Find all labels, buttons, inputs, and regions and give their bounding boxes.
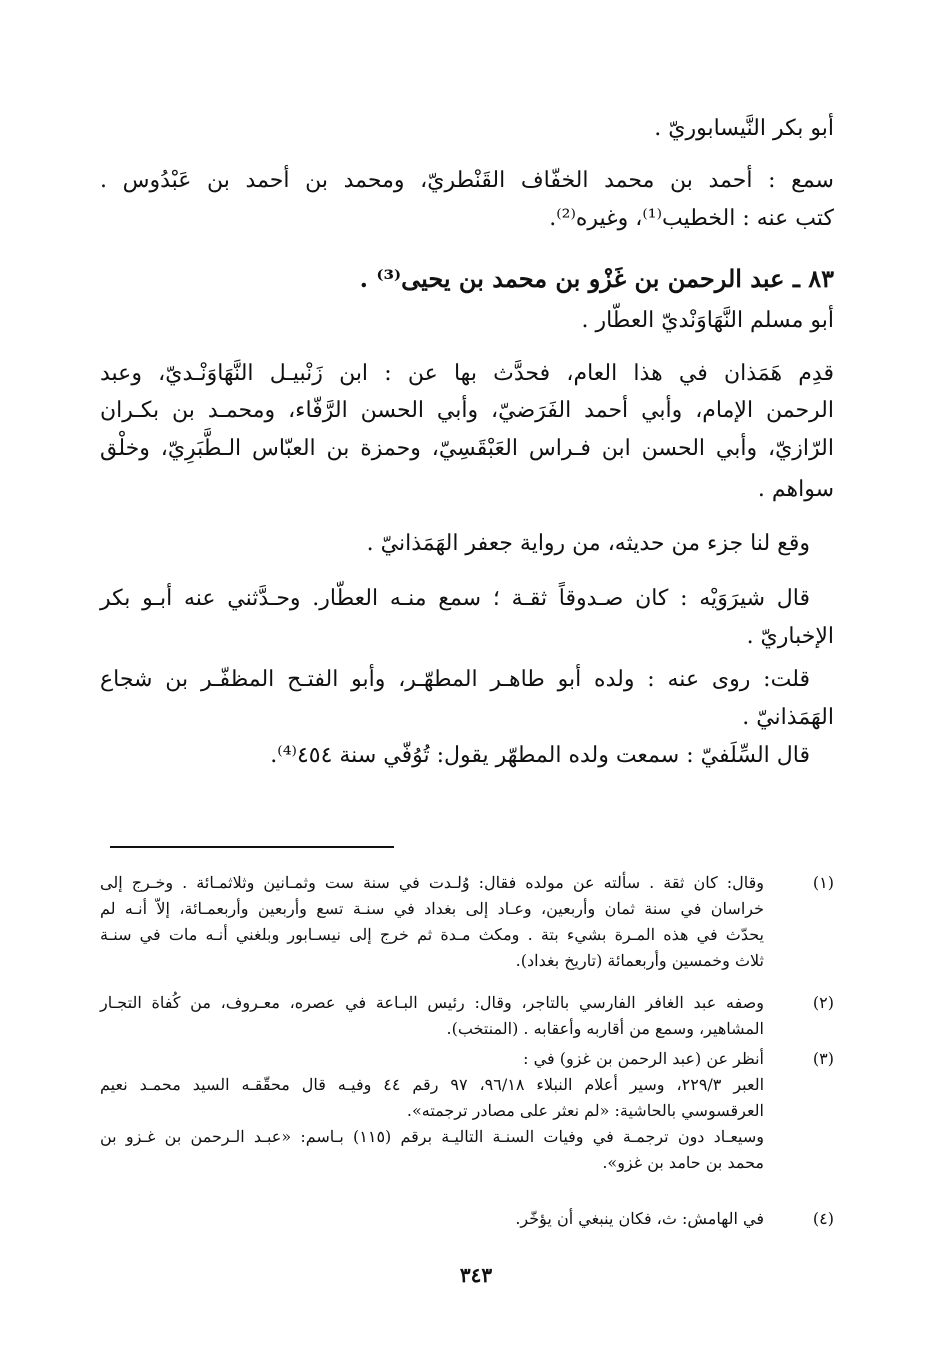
footnote-number: (٤) <box>812 1209 834 1228</box>
text-line-1: أبو بكر النَّيسابوريّ . <box>654 116 834 141</box>
text-line-15: قال السِّلَفيّ : سمعت ولده المطهّر يقول: تُوُفّي سنة ٤٥٤⁽⁴⁾. <box>270 743 810 768</box>
footnote-line: المشاهير، وسمع من أقاربه وأعقابه . (المنتخب). <box>446 1019 764 1038</box>
footnote-line: في الهامش: ث، فكان ينبغي أن يؤخّر. <box>515 1209 764 1228</box>
text-line-6: قدِم هَمَذان في هذا العام، فحدَّث بها عن : ابن زَنْبيـل النَّهَاوَنْـديّ، وعبد <box>100 361 834 386</box>
text-line-11: قال شيرَوَيْه : كان صـدوقاً ثقـة ؛ سمع منـه العطّار. وحـدَّثني عنه أبـو بكر <box>100 586 810 611</box>
footnote-number: (٣) <box>812 1049 834 1068</box>
footnote-1 <box>100 870 834 974</box>
footnote-separator <box>110 846 394 848</box>
text-line-10: وقع لنا جزء من حديثه، من رواية جعفر الهَمَذانيّ . <box>366 531 810 556</box>
footnote-line: العرقسوسي بالحاشية: «لم نعثر على مصادر ترجمته». <box>406 1101 764 1120</box>
footnote-2 <box>100 990 834 1042</box>
footnote-line: وقال: كان ثقة . سألته عن مولده فقال: وُلـدت في سنة ست وثمـانين وثلاثمـائة . وخـرج إلى <box>100 873 764 892</box>
footnote-line: يحدّث في هذه المـرة بشيء بتة . ومكث مـدة ثم خرج إلى نيسـابور وبلغني أنـه مات في سنـة <box>100 925 764 944</box>
footnote-line: ثلاث وخمسين وأربعمائة (تاريخ بغداد). <box>515 951 764 970</box>
text-line-12: الإخباريّ . <box>746 624 834 649</box>
text-line-14: الهَمَذانيّ . <box>742 705 834 730</box>
text-line-8: الرّازيّ، وأبي الحسن ابن فـراس العَبْقَسِيّ، وحمزة بن العبّاس الـطَّبَرِيّ، وخلْق <box>100 436 834 461</box>
page-number: ٣٤٣ <box>459 1263 493 1287</box>
footnote-line: وصفه عبد الغافر الفارسي بالتاجر، وقال: رئيس البـاعة في عصره، معـروف، من كُفاة التجـار <box>100 993 764 1012</box>
text-line-5: أبو مسلم النَّهَاوَنْديّ العطّار . <box>581 308 834 333</box>
footnote-line: محمد بن حامد بن غزو». <box>602 1153 764 1172</box>
footnote-4 <box>100 1206 834 1232</box>
footnote-number: (٢) <box>812 993 834 1012</box>
text-line-9: سواهم . <box>757 477 834 502</box>
entry-heading: ٨٣ ـ عبد الرحمن بن غَزْو بن محمد بن يحيى⁽³⁾ . <box>359 264 834 293</box>
footnote-3 <box>100 1046 834 1176</box>
footnote-number: (١) <box>812 873 834 892</box>
footnote-line: وسيعـاد دون ترجمـة في وفيات السنـة التاليـة برقم (١١٥) بـاسم: «عبـد الـرحمن بن غـزو بن <box>100 1127 764 1146</box>
text-line-3: كتب عنه : الخطيب⁽¹⁾، وغيره⁽²⁾. <box>549 206 834 231</box>
text-line-13: قلت: روى عنه : ولده أبو طاهـر المطهّـر، وأبو الفتـح المظفّـر بن شجاع <box>100 667 810 692</box>
footnote-line: خراسان في سنة ثمان وأربعين، وعـاد إلى بغداد في سنـة تسع وأربعين وأربعمـائة، إلاّ أنـه لم <box>100 899 764 918</box>
footnote-line: العبر ٢٢٩/٣، وسير أعلام النبلاء ٩٦/١٨، ٩٧ رقم ٤٤ وفيـه قال محقّقـه السيد محمـد نعيم <box>100 1075 765 1094</box>
text-line-2: سمع : أحمد بن محمد الخفّاف القَنْطريّ، ومحمد بن أحمد بن عَبْدُوس . <box>100 168 834 193</box>
footnote-line: أنظر عن (عبد الرحمن بن غزو) في : <box>523 1049 764 1068</box>
text-line-7: الرحمن الإمام، وأبي أحمد الفَرَضيّ، وأبي الحسن الرَّفّاء، ومحمـد بن بكـران <box>100 398 834 423</box>
